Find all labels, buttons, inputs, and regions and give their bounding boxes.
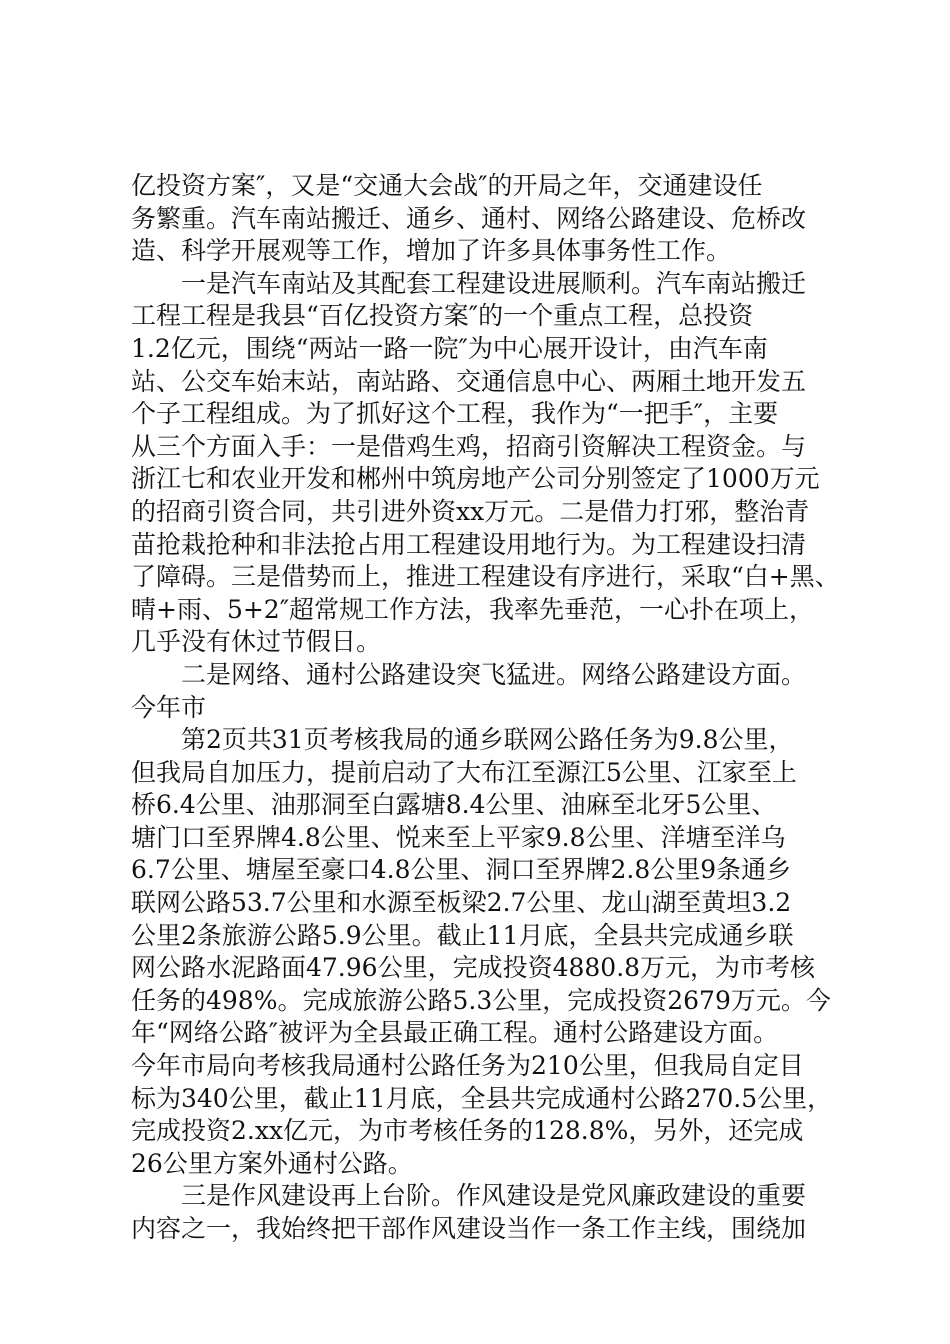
text-line: 年“网络公路″被评为全县最正确工程。通村公路建设方面。	[131, 1018, 779, 1048]
text-line: 1.2亿元，围绕“两站一路一院″为中心展开设计，由汽车南	[131, 333, 768, 363]
page-footer-line: 第2页共31页考核我局的通乡联网公路任务为9.8公里，	[131, 725, 794, 755]
text-line: 工程工程是我县“百亿投资方案″的一个重点工程，总投资	[131, 301, 754, 331]
text-line: 完成投资2.xx亿元，为市考核任务的128.8%，另外，还完成	[131, 1116, 804, 1146]
text-line: 了障碍。三是借势而上，推进工程建设有序进行，采取“白+黑、	[131, 562, 840, 592]
text-line: 的招商引资合同，共引进外资xx万元。二是借力打邪，整治青	[131, 496, 810, 526]
body-text	[131, 170, 840, 1246]
text-line: 网公路水泥路面47.96公里，完成投资4880.8万元，为市考核	[131, 953, 816, 983]
text-line: 桥6.4公里、油那洞至白露塘8.4公里、油麻至北牙5公里、	[131, 790, 777, 820]
text-line: 浙江七和农业开发和郴州中筑房地产公司分别签定了1000万元	[131, 464, 820, 494]
text-line: 任务的498%。完成旅游公路5.3公里，完成投资2679万元。今	[131, 985, 831, 1015]
text-line: 造、科学开展观等工作，增加了许多具体事务性工作。	[131, 236, 732, 266]
text-line: 苗抢栽抢种和非法抢占用工程建设用地行为。为工程建设扫清	[131, 529, 807, 559]
text-line: 今年市局向考核我局通村公路任务为210公里，但我局自定目	[131, 1051, 804, 1081]
text-line: 今年市	[131, 692, 207, 722]
text-line: 个子工程组成。为了抓好这个工程，我作为“一把手″，主要	[131, 399, 779, 429]
text-line: 晴+雨、5+2″超常规工作方法，我率先垂范，一心扑在项上，	[131, 594, 815, 624]
text-line: 亿投资方案″，又是“交通大会战″的开局之年，交通建设任	[131, 171, 763, 200]
text-line: 一是汽车南站及其配套工程建设进展顺利。汽车南站搬迁	[131, 268, 807, 298]
text-line: 联网公路53.7公里和水源至板梁2.7公里、龙山湖至黄坦3.2	[131, 888, 792, 918]
text-line: 6.7公里、塘屋至豪口4.8公里、洞口至界牌2.8公里9条通乡	[131, 855, 792, 885]
text-line: 但我局自加压力，提前启动了大布江至源江5公里、江家至上	[131, 757, 797, 787]
text-line: 26公里方案外通村公路。	[131, 1148, 413, 1178]
text-line: 务繁重。汽车南站搬迁、通乡、通村、网络公路建设、危桥改	[131, 203, 807, 233]
text-line: 站、公交车始末站，南站路、交通信息中心、两厢土地开发五	[131, 366, 807, 396]
text-line: 几乎没有休过节假日。	[131, 627, 382, 657]
text-line: 二是网络、通村公路建设突飞猛进。网络公路建设方面。	[131, 659, 807, 689]
text-line: 内容之一，我始终把干部作风建设当作一条工作主线，围绕加	[131, 1214, 807, 1243]
text-line: 从三个方面入手：一是借鸡生鸡，招商引资解决工程资金。与	[131, 431, 807, 461]
text-line: 公里2条旅游公路5.9公里。截止11月底，全县共完成通乡联	[131, 920, 794, 950]
text-line: 标为340公里，截止11月底，全县共完成通村公路270.5公里，	[131, 1083, 833, 1113]
text-line: 三是作风建设再上台阶。作风建设是党风廉政建设的重要	[131, 1181, 807, 1211]
text-line: 塘门口至界牌4.8公里、悦来至上平家9.8公里、洋塘至洋乌	[131, 822, 786, 852]
